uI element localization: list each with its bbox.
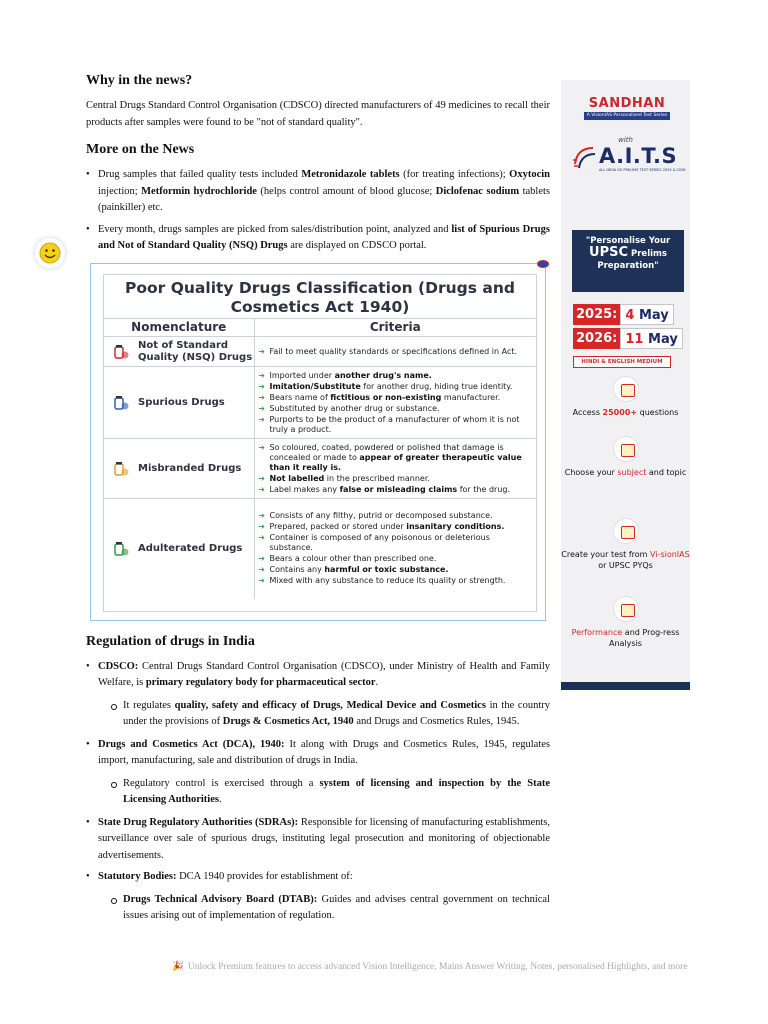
smiley-face-icon[interactable] bbox=[35, 238, 65, 268]
ad-bottom-bar bbox=[561, 682, 690, 690]
exam-date-2026: 2026: 11 May bbox=[573, 328, 683, 349]
criteria-item: ➔ Consists of any filthy, putrid or decomposed substance. bbox=[259, 511, 531, 521]
target-icon bbox=[613, 436, 639, 462]
why-text: Central Drugs Standard Control Organisation (CDSCO) directed manufacturers of 49 medicines to recall their products after samples were found to be "not of standard quality". bbox=[86, 100, 550, 128]
criteria-item: ➔ Prepared, packed or stored under insanitary conditions. bbox=[259, 522, 531, 532]
criteria-item: ➔ Fail to meet quality standards or specifications defined in Act. bbox=[259, 347, 531, 357]
sub-list-item: Drugs Technical Advisory Board (DTAB): Guides and advises central government on technical issues arising out of implementation of regulation. bbox=[98, 892, 550, 925]
criteria-item: ➔ Imported under another drug's name. bbox=[259, 371, 531, 381]
classification-row bbox=[104, 367, 536, 439]
regulation-list bbox=[86, 659, 550, 925]
feature-analysis: Performance and Prog-ress Analysis bbox=[561, 596, 690, 649]
infographic-frame bbox=[103, 274, 537, 612]
premium-text: Unlock Premium features to access advanced Vision Intelligence, Mains Answer Writing, Notes, personalised Highlights, and more bbox=[187, 962, 688, 972]
criteria-cell bbox=[254, 337, 536, 367]
list-item: • State Drug Regulatory Authorities (SDRAs): Responsible for licensing of manufacturing establishments, surveillance over sale of spurious drugs, instituting legal prosecution and monitoring of objectionable advertisements. bbox=[86, 815, 550, 865]
ad-banner[interactable] bbox=[561, 80, 690, 690]
visionias-logo-icon bbox=[537, 260, 549, 268]
smiley-glyph bbox=[39, 242, 61, 264]
nomenclature-label: Adulterated Drugs bbox=[138, 542, 243, 554]
criteria-item: ➔ So coloured, coated, powdered or polished that damage is concealed or made to appear of greater therapeutic value than it really is. bbox=[259, 443, 531, 473]
sandhan-logo: SANDHAN A VisionIAS Personalised Test Series bbox=[581, 96, 673, 120]
aits-logo: A.I.T.S ALL INDIA GS PRELIMS TEST SERIES 2025 & 2026 bbox=[571, 142, 683, 174]
premium-banner[interactable] bbox=[172, 961, 688, 972]
party-popper-icon: 🎉 bbox=[172, 962, 184, 972]
feature-questions: Access 25000+ questions bbox=[561, 376, 690, 418]
why-heading: Why in the news? bbox=[86, 73, 193, 88]
classification-row bbox=[104, 439, 536, 499]
list-item: • CDSCO: Central Drugs Standard Control Organisation (CDSCO), under Ministry of Health and Family Welfare, is primary regulatory body for pharmaceutical sector. It regulates quality, safety and efficacy of Drugs, Medical Device and Cosmetics in the country under the provisions of Drugs & Cosmetics Act, 1940 and Drugs and Cosmetics Rules, 1945. bbox=[86, 659, 550, 731]
nomenclature-label: Misbranded Drugs bbox=[138, 462, 242, 474]
feature-create-test: Create your test from Vi-sionIAS or UPSC PYQs bbox=[561, 518, 690, 571]
ad-tagline: "Personalise Your UPSC Prelims Preparation" bbox=[572, 230, 684, 292]
column-header-nomenclature: Nomenclature bbox=[104, 319, 254, 337]
drug-category-icon bbox=[110, 538, 132, 560]
nomenclature-cell bbox=[104, 337, 254, 367]
criteria-item: ➔ Mixed with any substance to reduce its quality or strength. bbox=[259, 576, 531, 586]
criteria-item: ➔ Substituted by another drug or substance. bbox=[259, 404, 531, 414]
list-item: • Drug samples that failed quality tests included Metronidazole tablets (for treating infections); Oxytocin injection; Metformin hydrochloride (helps control amount of blood glucose; Diclofenac sodium tablets (painkiller) etc. bbox=[86, 167, 550, 217]
drug-category-icon bbox=[110, 458, 132, 480]
more-list bbox=[86, 167, 550, 255]
nomenclature-label: Not of Standard bbox=[138, 339, 229, 351]
analytics-icon bbox=[613, 596, 639, 622]
drugs-classification-infographic bbox=[90, 263, 546, 621]
drug-category-icon bbox=[110, 392, 132, 414]
list-item: • Every month, drugs samples are picked from sales/distribution point, analyzed and list of Spurious Drugs and Not of Standard Quality (NSQ) Drugs are displayed on CDSCO portal. bbox=[86, 222, 550, 255]
ad-with-text: with bbox=[618, 136, 633, 144]
infographic-title: Poor Quality Drugs Classification (Drugs and Cosmetics Act 1940) bbox=[104, 275, 536, 319]
more-heading: More on the News bbox=[86, 142, 195, 157]
nomenclature-label: Quality (NSQ) Drugs bbox=[138, 351, 253, 363]
criteria-item: ➔ Not labelled in the prescribed manner. bbox=[259, 474, 531, 484]
criteria-cell bbox=[254, 499, 536, 599]
list-item: • Statutory Bodies: DCA 1940 provides for establishment of: Drugs Technical Advisory Board (DTAB): Guides and advises central government on technical issues arising out of implementation of regulation. bbox=[86, 869, 550, 925]
criteria-cell bbox=[254, 367, 536, 439]
aits-swirl-icon bbox=[571, 142, 599, 174]
column-header-criteria: Criteria bbox=[254, 319, 536, 337]
sub-list-item: Regulatory control is exercised through a system of licensing and inspection by the State Licensing Authorities. bbox=[98, 776, 550, 809]
criteria-item: ➔ Bears name of fictitious or non-existing manufacturer. bbox=[259, 393, 531, 403]
regulation-heading: Regulation of drugs in India bbox=[86, 633, 255, 649]
nomenclature-cell bbox=[104, 367, 254, 439]
criteria-item: ➔ Purports to be the product of a manufacturer of whom it is not truly a product. bbox=[259, 415, 531, 435]
criteria-item: ➔ Contains any harmful or toxic substance. bbox=[259, 565, 531, 575]
question-bank-icon bbox=[613, 376, 639, 402]
criteria-item: ➔ Imitation/Substitute for another drug, hiding true identity. bbox=[259, 382, 531, 392]
medium-badge: HINDI & ENGLISH MEDIUM bbox=[573, 356, 671, 368]
criteria-item: ➔ Container is composed of any poisonous or deleterious substance. bbox=[259, 533, 531, 553]
criteria-cell bbox=[254, 439, 536, 499]
nomenclature-cell bbox=[104, 439, 254, 499]
feature-subject: Choose your subject and topic bbox=[561, 436, 690, 478]
nomenclature-label: Spurious Drugs bbox=[138, 396, 225, 408]
criteria-item: ➔ Label makes any false or misleading claims for the drug. bbox=[259, 485, 531, 495]
criteria-item: ➔ Bears a colour other than prescribed one. bbox=[259, 554, 531, 564]
sub-list-item: It regulates quality, safety and efficacy of Drugs, Medical Device and Cosmetics in the country under the provisions of Drugs & Cosmetics Act, 1940 and Drugs and Cosmetics Rules, 1945. bbox=[98, 698, 550, 731]
classification-table bbox=[104, 319, 536, 599]
list-item: • Drugs and Cosmetics Act (DCA), 1940: It along with Drugs and Cosmetics Rules, 1945, regulates import, manufacturing, sale and distribution of drugs in India. Regulatory control is exercised through a system of licensing and inspection by the State Licensing Authorities. bbox=[86, 737, 550, 809]
classification-row bbox=[104, 337, 536, 367]
test-paper-icon bbox=[613, 518, 639, 544]
exam-date-2025: 2025: 4 May bbox=[573, 304, 674, 325]
classification-row bbox=[104, 499, 536, 599]
article bbox=[86, 72, 550, 931]
drug-category-icon bbox=[110, 341, 132, 363]
nomenclature-cell bbox=[104, 499, 254, 599]
